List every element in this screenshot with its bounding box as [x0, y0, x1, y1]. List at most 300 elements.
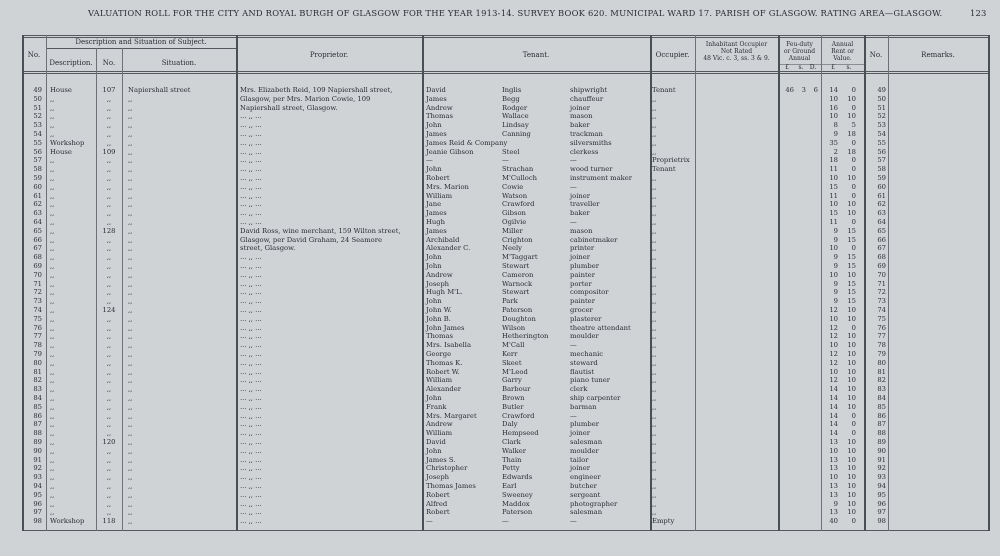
- description-cell: ,,: [50, 508, 55, 517]
- street-number-cell: ,,: [106, 446, 112, 455]
- table-row: [22, 218, 990, 227]
- header-feu-shillings: s.: [798, 64, 804, 71]
- situation-cell: ,,: [128, 420, 133, 429]
- rent-pounds: 9: [833, 253, 838, 262]
- occupier-cell: ,,: [652, 270, 657, 279]
- situation-cell: Napiershall street: [128, 86, 191, 94]
- header-occupier: Occupier.: [655, 51, 690, 59]
- street-number-cell: ,,: [106, 270, 112, 279]
- entry-number-right: 91: [877, 455, 886, 464]
- entry-number-right: 70: [877, 270, 886, 279]
- entry-number-right: 64: [877, 218, 886, 226]
- entry-number: 57: [33, 156, 42, 165]
- rent-shillings: 10: [847, 341, 856, 350]
- situation-cell: ,,: [128, 385, 133, 394]
- tenant-surname: Thain: [502, 455, 522, 464]
- tenant-occupation: steward: [570, 358, 598, 367]
- street-number-cell: 120: [102, 438, 116, 446]
- description-cell: House: [50, 147, 72, 156]
- proprietor-cell: ... ,, ...: [240, 121, 262, 130]
- description-cell: ,,: [50, 306, 55, 314]
- rent-pounds: 9: [833, 226, 838, 235]
- street-number-cell: ,,: [106, 473, 112, 482]
- entry-number-right: 66: [877, 235, 886, 244]
- proprietor-cell: ... ,, ...: [240, 394, 262, 402]
- street-number-cell: ,,: [106, 455, 112, 464]
- proprietor-cell: ... ,, ...: [240, 279, 262, 288]
- rent-shillings: 10: [847, 376, 856, 385]
- entry-number-right: 89: [877, 438, 886, 446]
- entry-number: 59: [33, 174, 42, 182]
- table-row: [22, 112, 990, 121]
- rent-pounds: 15: [829, 182, 838, 191]
- entry-number-right: 90: [877, 446, 886, 455]
- rent-shillings: 10: [847, 350, 856, 358]
- occupier-cell: ,,: [652, 147, 657, 156]
- tenant-first-name: John: [426, 262, 442, 270]
- rent-pounds: 14: [829, 394, 838, 402]
- situation-cell: ,,: [128, 499, 133, 508]
- street-number-cell: ,,: [106, 350, 112, 358]
- street-number-cell: ,,: [106, 112, 112, 121]
- table-row: [22, 271, 990, 280]
- tenant-first-name: John: [426, 394, 442, 402]
- situation-cell: ,,: [128, 482, 133, 490]
- rent-pounds: 9: [833, 130, 838, 138]
- description-cell: ,,: [50, 288, 55, 297]
- entry-number: 83: [33, 385, 42, 394]
- entry-number: 52: [33, 112, 42, 121]
- rent-pounds: 14: [829, 385, 838, 394]
- situation-cell: ,,: [128, 402, 133, 411]
- proprietor-cell: ... ,, ...: [240, 367, 262, 376]
- tenant-surname: Canning: [502, 130, 531, 138]
- tenant-surname: Park: [502, 297, 518, 306]
- tenant-surname: Walker: [502, 446, 527, 455]
- street-number-cell: ,,: [106, 191, 112, 200]
- tenant-first-name: Mrs. Margaret: [426, 411, 477, 420]
- rent-shillings: 0: [851, 218, 856, 226]
- entry-number-right: 84: [877, 394, 886, 402]
- street-number-cell: ,,: [106, 253, 112, 262]
- tenant-first-name: James: [426, 94, 447, 103]
- rent-pounds: 11: [829, 165, 838, 174]
- tenant-first-name: William: [426, 429, 453, 438]
- tenant-surname: Cameron: [502, 270, 534, 279]
- situation-cell: ,,: [128, 182, 133, 191]
- tenant-surname: Stewart: [502, 262, 530, 270]
- entry-number: 94: [33, 482, 42, 490]
- feu-pence: 6: [813, 86, 818, 94]
- header-rent-1: Annual: [831, 41, 854, 48]
- tenant-occupation: salesman: [570, 438, 603, 446]
- tenant-occupation: silversmiths: [570, 138, 612, 147]
- situation-cell: ,,: [128, 279, 133, 288]
- tenant-first-name: John W.: [426, 306, 452, 314]
- situation-cell: ,,: [128, 121, 133, 130]
- header-no: No.: [27, 51, 41, 59]
- tenant-occupation: engineer: [570, 473, 601, 482]
- tenant-first-name: James: [426, 130, 447, 138]
- entry-number: 68: [33, 253, 42, 262]
- occupier-cell: ,,: [652, 262, 657, 270]
- situation-cell: ,,: [128, 367, 133, 376]
- tenant-occupation: painter: [570, 270, 595, 279]
- rent-shillings: 15: [847, 226, 856, 235]
- bottom-rule: [22, 530, 990, 531]
- tenant-surname: M'Culloch: [502, 174, 538, 182]
- table-row: [22, 359, 990, 368]
- entry-number: 65: [33, 226, 42, 235]
- rent-pounds: 10: [829, 367, 838, 376]
- tenant-surname: M'Taggart: [502, 253, 538, 262]
- proprietor-cell: ... ,, ...: [240, 490, 262, 499]
- rent-pounds: 13: [829, 490, 838, 499]
- street-number-cell: ,,: [106, 394, 112, 402]
- tenant-surname: Stewart: [502, 288, 530, 297]
- description-cell: ,,: [50, 402, 55, 411]
- proprietor-cell: ... ,, ...: [240, 350, 262, 358]
- situation-cell: ,,: [128, 262, 133, 270]
- entry-number: 49: [33, 86, 42, 94]
- proprietor-cell: ... ,, ...: [240, 411, 262, 420]
- tenant-surname: Hetherington: [502, 332, 549, 341]
- tenant-occupation: chauffeur: [570, 94, 604, 103]
- entry-number-right: 57: [877, 156, 886, 165]
- occupier-cell: ,,: [652, 297, 657, 306]
- rent-shillings: 0: [851, 86, 856, 94]
- entry-number: 63: [33, 209, 42, 218]
- tenant-occupation: instrument maker: [570, 174, 633, 182]
- rent-pounds: 12: [829, 306, 838, 314]
- street-number-cell: 118: [102, 517, 116, 526]
- rent-shillings: 0: [851, 182, 856, 191]
- table-row: [22, 192, 990, 201]
- tenant-first-name: James: [426, 209, 447, 218]
- proprietor-cell: ... ,, ...: [240, 270, 262, 279]
- description-cell: ,,: [50, 411, 55, 420]
- rent-pounds: 13: [829, 482, 838, 490]
- entry-number: 72: [33, 288, 42, 297]
- rent-pounds: 12: [829, 350, 838, 358]
- situation-cell: ,,: [128, 288, 133, 297]
- situation-cell: ,,: [128, 411, 133, 420]
- street-number-cell: ,,: [106, 323, 112, 332]
- tenant-first-name: Robert W.: [426, 367, 460, 376]
- entry-number-right: 49: [877, 86, 886, 94]
- tenant-occupation: plumber: [570, 262, 599, 270]
- situation-cell: ,,: [128, 358, 133, 367]
- rent-shillings: 10: [847, 367, 856, 376]
- occupier-cell: ,,: [652, 200, 657, 209]
- tenant-occupation: barman: [570, 402, 597, 411]
- situation-cell: ,,: [128, 376, 133, 385]
- rent-pounds: 9: [833, 499, 838, 508]
- rent-shillings: 10: [847, 200, 856, 209]
- table-row: [22, 104, 990, 113]
- street-number-cell: ,,: [106, 288, 112, 297]
- table-row: [22, 464, 990, 473]
- header-feu-pence: D.: [809, 64, 817, 71]
- occupier-cell: ,,: [652, 182, 657, 191]
- page-header: [0, 8, 1000, 22]
- street-number-cell: ,,: [106, 411, 112, 420]
- entry-number: 64: [33, 218, 42, 226]
- tenant-surname: Inglis: [502, 86, 522, 94]
- table-row: [22, 262, 990, 271]
- description-cell: ,,: [50, 226, 55, 235]
- tenant-surname: Lindsay: [502, 121, 529, 130]
- tenant-first-name: Thomas K.: [426, 358, 463, 367]
- proprietor-cell: Napiershall street, Glasgow.: [240, 103, 338, 112]
- rent-shillings: 10: [847, 306, 856, 314]
- situation-cell: ,,: [128, 429, 133, 438]
- tenant-occupation: —: [570, 517, 577, 526]
- tenant-occupation: flautist: [570, 367, 595, 376]
- header-inhabitant-3: 48 Vic. c. 3, ss. 3 & 9.: [703, 55, 770, 62]
- header-inhabitant-2: Not Rated: [720, 48, 753, 55]
- situation-cell: ,,: [128, 112, 133, 121]
- entry-number-right: 86: [877, 411, 886, 420]
- tenant-surname: Doughton: [502, 314, 536, 323]
- description-cell: ,,: [50, 121, 55, 130]
- entry-number-right: 53: [877, 121, 886, 130]
- rent-pounds: 9: [833, 288, 838, 297]
- rent-pounds: 12: [829, 376, 838, 385]
- situation-cell: ,,: [128, 209, 133, 218]
- street-number-cell: ,,: [106, 367, 112, 376]
- description-cell: ,,: [50, 464, 55, 473]
- entry-number-right: 79: [877, 350, 886, 358]
- proprietor-cell: David Ross, wine merchant, 159 Wilton street,: [240, 226, 401, 235]
- table-row: [22, 368, 990, 377]
- situation-cell: ,,: [128, 235, 133, 244]
- entry-number-right: 73: [877, 297, 886, 306]
- proprietor-cell: ... ,, ...: [240, 138, 262, 147]
- tenant-first-name: John: [426, 446, 442, 455]
- occupier-cell: ,,: [652, 394, 657, 402]
- tenant-surname: Butler: [502, 402, 524, 411]
- street-number-cell: ,,: [106, 482, 112, 490]
- tenant-occupation: joiner: [570, 253, 591, 262]
- description-cell: ,,: [50, 499, 55, 508]
- rent-shillings: 10: [847, 270, 856, 279]
- proprietor-cell: ... ,, ...: [240, 402, 262, 411]
- rent-pounds: 10: [829, 244, 838, 253]
- table-row: [22, 183, 990, 192]
- street-number-cell: ,,: [106, 182, 112, 191]
- proprietor-cell: ... ,, ...: [240, 112, 262, 121]
- entry-number: 70: [33, 270, 42, 279]
- occupier-cell: ,,: [652, 420, 657, 429]
- table-row: [22, 438, 990, 447]
- entry-number: 86: [33, 411, 42, 420]
- proprietor-cell: street, Glasgow.: [240, 244, 296, 253]
- tenant-first-name: Andrew: [426, 420, 453, 429]
- tenant-occupation: —: [570, 411, 577, 420]
- proprietor-cell: Glasgow, per David Graham, 24 Seamore: [240, 235, 383, 244]
- tenant-occupation: ship carpenter: [570, 394, 621, 402]
- description-cell: ,,: [50, 103, 55, 112]
- street-number-cell: 124: [102, 306, 116, 314]
- tenant-first-name: Hugh M'L.: [426, 288, 463, 297]
- description-cell: ,,: [50, 235, 55, 244]
- entry-number-right: 51: [877, 103, 886, 112]
- rent-pounds: 9: [833, 235, 838, 244]
- tenant-surname: Paterson: [502, 306, 533, 314]
- table-row: [22, 315, 990, 324]
- rent-shillings: 10: [847, 508, 856, 517]
- street-number-cell: ,,: [106, 262, 112, 270]
- header-rent-shillings: s.: [846, 64, 852, 71]
- situation-cell: ,,: [128, 200, 133, 209]
- entry-number: 69: [33, 262, 42, 270]
- situation-cell: ,,: [128, 218, 133, 226]
- entry-number-right: 81: [877, 367, 886, 376]
- entry-number: 50: [33, 94, 42, 103]
- occupier-cell: ,,: [652, 174, 657, 182]
- rent-pounds: 10: [829, 314, 838, 323]
- occupier-cell: ,,: [652, 473, 657, 482]
- rent-shillings: 10: [847, 112, 856, 121]
- tenant-surname: Gibson: [502, 209, 526, 218]
- situation-cell: ,,: [128, 138, 133, 147]
- table-row: [22, 412, 990, 421]
- tenant-occupation: porter: [570, 279, 592, 288]
- entry-number-right: 65: [877, 226, 886, 235]
- rent-pounds: 12: [829, 358, 838, 367]
- rent-shillings: 10: [847, 402, 856, 411]
- entry-number-right: 94: [877, 482, 886, 490]
- tenant-occupation: trackman: [570, 130, 603, 138]
- tenant-surname: Watson: [502, 191, 528, 200]
- proprietor-cell: ... ,, ...: [240, 429, 262, 438]
- entry-number: 67: [33, 244, 42, 253]
- tenant-surname: Hempseed: [502, 429, 539, 438]
- roll-title: VALUATION ROLL FOR THE CITY AND ROYAL BURGH OF GLASGOW FOR THE YEAR 1913-14. SURVEY BOOK 620. MUNICIPAL WARD 17. PARISH OF GLASGOW. RATING AREA—GLASGOW.: [88, 8, 943, 18]
- occupier-cell: ,,: [652, 323, 657, 332]
- tenant-occupation: plasterer: [570, 314, 602, 323]
- header-feuduty-2: or Ground: [783, 48, 816, 55]
- tenant-first-name: Alexander: [426, 385, 461, 394]
- street-number-cell: ,,: [106, 174, 112, 182]
- description-cell: ,,: [50, 165, 55, 174]
- entry-number-right: 76: [877, 323, 886, 332]
- feu-shillings: 3: [801, 86, 806, 94]
- rent-shillings: 0: [851, 244, 856, 253]
- description-cell: ,,: [50, 270, 55, 279]
- description-cell: ,,: [50, 455, 55, 464]
- rent-shillings: 10: [847, 209, 856, 218]
- tenant-occupation: —: [570, 156, 577, 165]
- tenant-occupation: clerk: [570, 385, 588, 394]
- situation-cell: ,,: [128, 490, 133, 499]
- rent-pounds: 9: [833, 297, 838, 306]
- situation-cell: ,,: [128, 455, 133, 464]
- rent-pounds: 10: [829, 473, 838, 482]
- feu-pounds: 46: [785, 86, 794, 94]
- entry-number: 55: [33, 138, 42, 147]
- proprietor-cell: ... ,, ...: [240, 262, 262, 270]
- rent-pounds: 10: [829, 174, 838, 182]
- tenant-occupation: mechanic: [570, 350, 604, 358]
- tenant-surname: Cowie: [502, 182, 524, 191]
- proprietor-cell: ... ,, ...: [240, 446, 262, 455]
- rent-pounds: 14: [829, 429, 838, 438]
- table-row: [22, 500, 990, 509]
- tenant-first-name: Robert: [426, 508, 450, 517]
- occupier-cell: ,,: [652, 490, 657, 499]
- proprietor-cell: ... ,, ...: [240, 209, 262, 218]
- table-row: [22, 376, 990, 385]
- description-cell: ,,: [50, 420, 55, 429]
- proprietor-cell: ... ,, ...: [240, 455, 262, 464]
- entry-number-right: 58: [877, 165, 886, 174]
- tenant-first-name: Andrew: [426, 270, 453, 279]
- street-number-cell: ,,: [106, 156, 112, 165]
- rent-shillings: 10: [847, 332, 856, 341]
- street-number-cell: ,,: [106, 358, 112, 367]
- table-row: [22, 508, 990, 517]
- situation-cell: ,,: [128, 156, 133, 165]
- header-rent-3: Value.: [833, 55, 852, 62]
- table-row: [22, 156, 990, 165]
- entry-number-right: 63: [877, 209, 886, 218]
- tenant-occupation: moulder: [570, 446, 599, 455]
- occupier-cell: ,,: [652, 218, 657, 226]
- rent-pounds: 10: [829, 270, 838, 279]
- tenant-occupation: compositor: [570, 288, 609, 297]
- situation-cell: ,,: [128, 297, 133, 306]
- table-row: [22, 130, 990, 139]
- situation-cell: ,,: [128, 508, 133, 517]
- situation-cell: ,,: [128, 394, 133, 402]
- street-number-cell: ,,: [106, 429, 112, 438]
- tenant-first-name: Andrew: [426, 103, 453, 112]
- street-number-cell: ,,: [106, 130, 112, 138]
- occupier-cell: ,,: [652, 482, 657, 490]
- tenant-first-name: Robert: [426, 174, 450, 182]
- rent-shillings: 10: [847, 394, 856, 402]
- entry-number: 80: [33, 358, 42, 367]
- entry-number: 53: [33, 121, 42, 130]
- tenant-occupation: —: [570, 182, 577, 191]
- description-cell: ,,: [50, 209, 55, 218]
- tenant-surname: Maddox: [502, 499, 530, 508]
- situation-cell: ,,: [128, 94, 133, 103]
- proprietor-cell: ... ,, ...: [240, 182, 262, 191]
- tenant-first-name: Mrs. Isabella: [426, 341, 472, 350]
- description-cell: ,,: [50, 262, 55, 270]
- entry-number-right: 96: [877, 499, 886, 508]
- tenant-surname: M'Leod: [502, 367, 528, 376]
- entry-number-right: 88: [877, 429, 886, 438]
- tenant-surname: Petty: [502, 464, 520, 473]
- occupier-cell: ,,: [652, 314, 657, 323]
- rent-shillings: 0: [851, 411, 856, 420]
- header-tenant: Tenant.: [522, 51, 550, 59]
- entry-number: 77: [33, 332, 42, 341]
- header-inhabitant-1: Inhabitant Occupier: [705, 41, 768, 48]
- proprietor-cell: ... ,, ...: [240, 174, 262, 182]
- situation-cell: ,,: [128, 438, 133, 446]
- occupier-cell: ,,: [652, 508, 657, 517]
- tenant-occupation: —: [570, 341, 577, 350]
- rent-shillings: 0: [851, 517, 856, 526]
- tenant-first-name: John: [426, 121, 442, 130]
- situation-cell: ,,: [128, 446, 133, 455]
- situation-cell: ,,: [128, 244, 133, 253]
